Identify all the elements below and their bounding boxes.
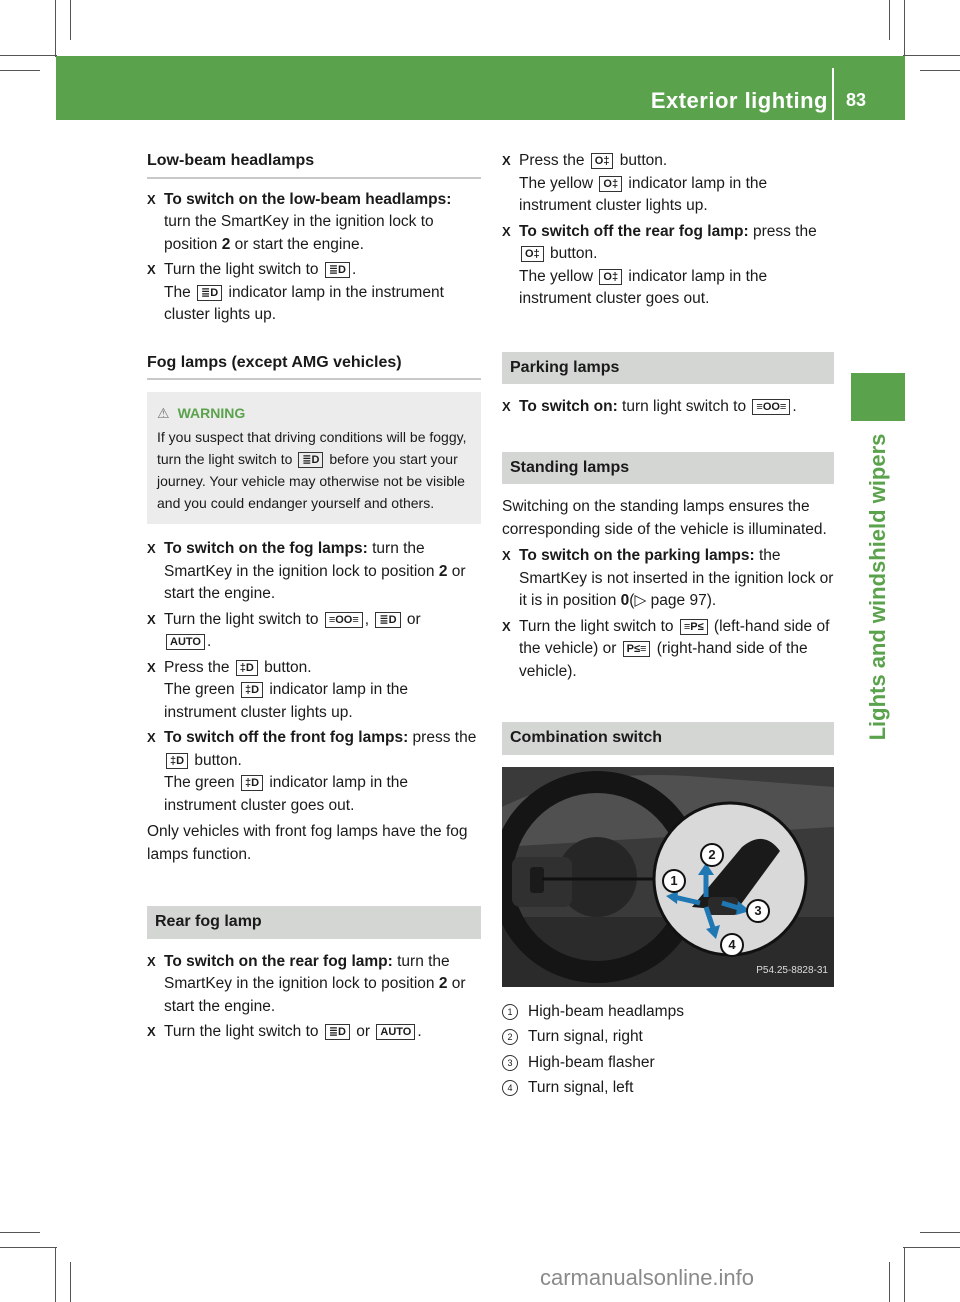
legend-item [502, 1052, 834, 1075]
legend-number: 1 [502, 1004, 518, 1020]
instruction-item [147, 538, 481, 606]
crop-mark [920, 70, 960, 71]
section-heading-fog: Fog lamps (except AMG vehicles) [147, 352, 481, 381]
page-number: 83 [846, 90, 867, 110]
instruction-text: . [206, 633, 212, 650]
auto-icon: AUTO [166, 634, 205, 650]
arrow-icon: X [147, 611, 156, 627]
instruction-text: (left-hand side of the vehicle) or [519, 617, 830, 657]
intro-paragraph: Switching on the standing lamps ensures the corresponding side of the vehicle is illuminated. [502, 498, 827, 538]
front-fog-icon: ‡D [166, 753, 188, 769]
rear-fog-icon: O‡ [599, 176, 622, 192]
instruction-text: Turn the light switch to [164, 261, 323, 278]
crop-mark [0, 70, 40, 71]
warning-label: WARNING [177, 405, 246, 421]
standing-lamp-left-icon: ≡P≤ [680, 619, 708, 635]
instruction-item [502, 221, 834, 311]
warning-icon: ⚠ [157, 405, 170, 421]
section-heading-combination: Combination switch [502, 722, 834, 755]
instruction-text: press the [408, 729, 477, 746]
instruction-text: (right-hand side of the vehicle). [519, 640, 808, 680]
crop-mark [920, 1232, 960, 1233]
instruction-text: The green [164, 774, 239, 791]
page-reference: (▷ page 97). [629, 592, 717, 609]
instruction-text: turn the SmartKey in the ignition lock to position [164, 952, 450, 992]
instruction-bold: To switch on the rear fog lamp: [164, 952, 393, 970]
crop-mark [0, 1247, 57, 1248]
instruction-text: or [351, 1023, 375, 1040]
crop-mark [70, 1262, 71, 1302]
section-heading-standing: Standing lamps [502, 452, 834, 485]
arrow-icon: X [147, 191, 156, 207]
instruction-bold: To switch on the fog lamps: [164, 540, 368, 557]
arrow-icon: X [502, 223, 511, 239]
instruction-text: The yellow [519, 174, 598, 192]
instruction-text: The yellow [519, 267, 598, 285]
rear-fog-icon: O‡ [591, 153, 614, 169]
crop-mark [55, 0, 56, 57]
instruction-text: or [402, 610, 421, 628]
legend-item [502, 1077, 834, 1100]
instruction-text: Turn the light switch to [164, 1023, 323, 1040]
position-value: 2 [438, 975, 448, 992]
front-fog-icon: ‡D [236, 660, 258, 676]
front-fog-icon: ‡D [241, 775, 263, 791]
arrow-icon: X [147, 730, 156, 745]
low-beam-icon: ≣D [325, 1024, 350, 1040]
instruction-text: the SmartKey is not inserted in the ignition lock or it is in position [519, 547, 834, 609]
chapter-label: Lights and windshield wipers [865, 433, 890, 741]
section-heading-parking: Parking lamps [502, 352, 834, 385]
instruction-text: , [364, 610, 374, 628]
arrow-icon: X [147, 262, 156, 277]
auto-icon: AUTO [376, 1024, 415, 1040]
instruction-text: The [164, 283, 196, 301]
instruction-text: indicator lamp in the instrument cluster goes out. [519, 267, 768, 307]
callout-2: 2 [700, 843, 724, 867]
warning-text: If you suspect that driving conditions will be foggy, turn the light switch to [157, 429, 467, 467]
warning-box [147, 392, 481, 524]
instruction-item [147, 727, 481, 817]
rear-fog-icon: O‡ [599, 269, 622, 285]
instruction-item [502, 616, 834, 684]
front-fog-icon: ‡D [241, 682, 263, 698]
instruction-item [147, 609, 481, 654]
arrow-icon: X [147, 953, 156, 969]
instruction-text: Turn the light switch to [519, 617, 678, 635]
watermark: carmanualsonline.info [540, 1265, 755, 1290]
low-beam-icon: ≣D [197, 285, 222, 301]
instruction-text: turn the SmartKey in the ignition lock to position [164, 540, 439, 580]
chapter-tab [851, 373, 905, 421]
arrow-icon: X [502, 618, 511, 634]
parking-lamp-icon: ≡OO≡ [752, 399, 790, 415]
legend-number: 4 [502, 1080, 518, 1096]
instruction-bold: To switch off the rear fog lamp: [519, 222, 749, 240]
low-beam-icon: ≣D [325, 262, 350, 278]
instruction-item [147, 259, 481, 327]
instruction-text: indicator lamp in the instrument cluster lights up. [164, 283, 444, 323]
section-heading-low-beam: Low-beam headlamps [147, 150, 481, 179]
arrow-icon: X [502, 399, 511, 414]
section-heading-rear-fog: Rear fog lamp [147, 906, 481, 939]
right-column [502, 150, 834, 1103]
instruction-text: Press the [519, 152, 589, 169]
crop-mark [889, 1262, 890, 1302]
instruction-item [502, 545, 834, 613]
rear-fog-icon: O‡ [521, 246, 544, 262]
callout-3: 3 [746, 899, 770, 923]
crop-mark [904, 0, 905, 57]
crop-mark [70, 0, 71, 40]
standing-lamp-right-icon: P≤≡ [623, 641, 651, 657]
arrow-icon: X [502, 153, 511, 168]
instruction-item [502, 150, 834, 218]
instruction-item [147, 1021, 481, 1044]
instruction-text: Turn the light switch to [164, 610, 323, 628]
note-paragraph: Only vehicles with front fog lamps have the fog lamps function. [147, 823, 468, 863]
position-value: 0 [620, 592, 630, 609]
instruction-text: turn light switch to [617, 398, 751, 415]
legend-text: High-beam flasher [528, 1053, 655, 1071]
instruction-text: button. [615, 152, 668, 169]
warning-text: before you start your journey. Your vehicle may otherwise not be visible and you could endanger yourself and others. [157, 451, 465, 511]
crop-mark [55, 1248, 56, 1302]
instruction-item [147, 189, 481, 257]
instruction-text: press the [748, 222, 817, 240]
header-divider [832, 68, 834, 120]
figure-code: P54.25-8828-31 [756, 965, 828, 976]
instruction-text: . [417, 1023, 422, 1040]
low-beam-icon: ≣D [375, 612, 400, 628]
legend-text: High-beam headlamps [528, 1002, 684, 1020]
instruction-text: or start the engine. [164, 975, 466, 1015]
instruction-item [147, 951, 481, 1019]
position-value: 2 [438, 562, 448, 580]
instruction-text: The green [164, 681, 239, 698]
instruction-bold: To switch off the front fog lamps: [164, 729, 409, 746]
page-title: Exterior lighting [650, 88, 828, 113]
instruction-item [502, 396, 834, 419]
crop-mark [903, 55, 960, 56]
instruction-bold: To switch on the parking lamps: [519, 547, 755, 564]
position-value: 2 [221, 235, 231, 253]
arrow-icon: X [147, 1024, 156, 1039]
callout-4: 4 [720, 933, 744, 957]
instruction-text: Press the [164, 658, 234, 676]
crop-mark [889, 0, 890, 40]
instruction-item [147, 657, 481, 725]
instruction-text: indicator lamp in the instrument cluster goes out. [164, 774, 409, 814]
legend-item [502, 1001, 834, 1024]
instruction-text: turn the SmartKey in the ignition lock to position [164, 213, 434, 253]
instruction-text: . [792, 398, 797, 415]
low-beam-icon: ≣D [298, 452, 323, 468]
instruction-bold: To switch on the low-beam headlamps: [164, 190, 452, 208]
legend-item [502, 1026, 834, 1049]
legend-number: 3 [502, 1055, 518, 1071]
combination-switch-photo [502, 767, 834, 987]
warning-title [157, 402, 471, 424]
callout-1: 1 [662, 869, 686, 893]
left-column [147, 150, 481, 1047]
instruction-text: button. [259, 658, 312, 676]
parking-lamp-icon: ≡OO≡ [325, 612, 363, 628]
legend-text: Turn signal, left [528, 1079, 634, 1096]
instruction-text: button. [190, 751, 242, 769]
arrow-icon: X [147, 541, 156, 556]
instruction-text: indicator lamp in the instrument cluster lights up. [164, 681, 409, 721]
instruction-text: button. [545, 245, 598, 262]
crop-mark [0, 1232, 40, 1233]
crop-mark [903, 1247, 960, 1248]
arrow-icon: X [147, 659, 156, 675]
instruction-text: or start the engine. [230, 235, 364, 253]
legend-number: 2 [502, 1029, 518, 1045]
instruction-text: or start the engine. [164, 562, 466, 602]
instruction-bold: To switch on: [519, 398, 618, 415]
crop-mark [904, 1248, 905, 1302]
instruction-text: indicator lamp in the instrument cluster lights up. [519, 174, 768, 214]
crop-mark [0, 55, 57, 56]
instruction-text: . [351, 261, 357, 278]
arrow-icon: X [502, 548, 511, 563]
legend-text: Turn signal, right [528, 1028, 643, 1045]
